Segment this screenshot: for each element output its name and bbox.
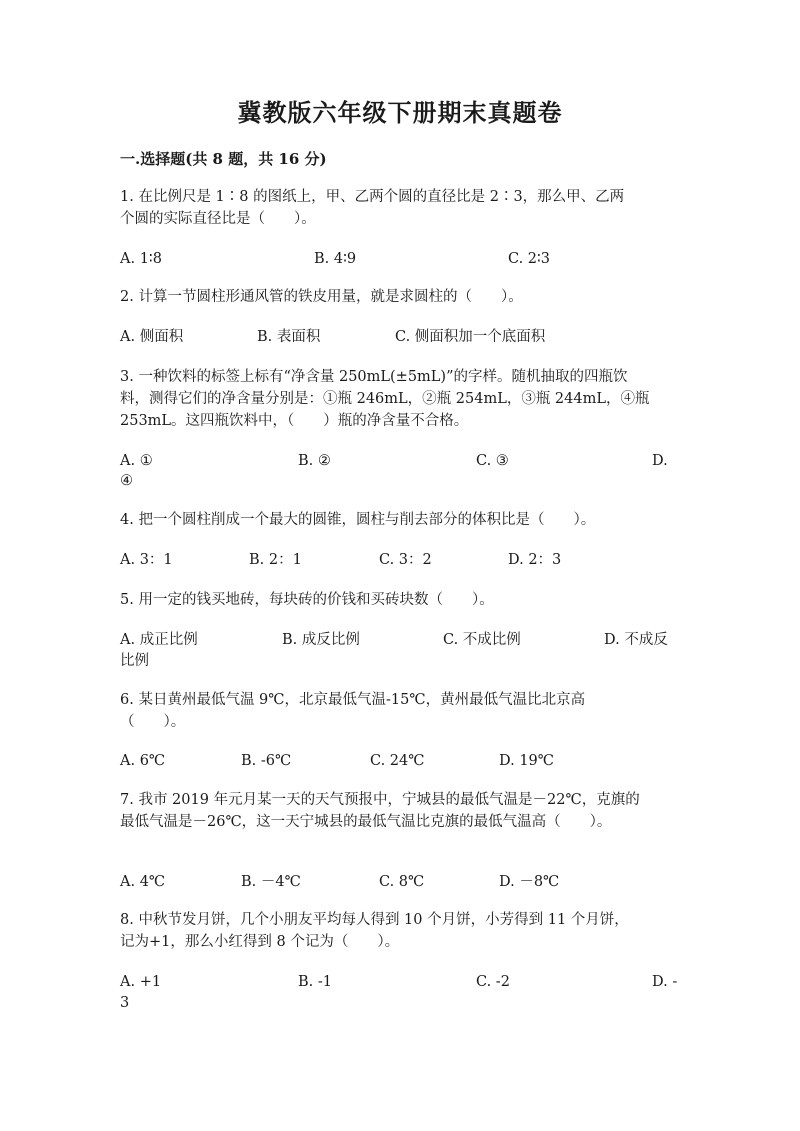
option-d: D. 19℃ xyxy=(499,753,554,769)
question-4 xyxy=(120,509,690,531)
question-text: 料，测得它们的净含量分别是：①瓶 246mL，②瓶 254mL，③瓶 244mL，④瓶 xyxy=(120,391,650,407)
option-b: B. 表面积 xyxy=(257,329,321,345)
question-text: 3. 一种饮料的标签上标有“净含量 250mL(±5mL)”的字样。随机抽取的四瓶饮 xyxy=(120,369,628,385)
option-b: B. -1 xyxy=(298,974,332,990)
option-b: B. 4∶9 xyxy=(314,251,357,267)
option-d-wrap: ④ xyxy=(120,473,133,489)
option-d: D. xyxy=(652,453,668,469)
question-3 xyxy=(120,366,690,432)
question-text: 8. 中秋节发月饼，几个小朋友平均每人得到 10 个月饼，小芳得到 11 个月饼， xyxy=(120,912,629,928)
option-d: D. 不成反 xyxy=(604,632,668,648)
option-a: A. 成正比例 xyxy=(120,632,198,648)
option-d: D. 2：3 xyxy=(508,552,562,568)
section-heading: 一.选择题(共 8 题，共 16 分) xyxy=(120,150,327,168)
question-6 xyxy=(120,689,690,733)
option-d-wrap: 3 xyxy=(120,995,130,1011)
option-d-wrap: 比例 xyxy=(120,653,149,669)
question-1 xyxy=(120,186,690,230)
option-d: D. －8℃ xyxy=(499,874,560,890)
option-c: C. 不成比例 xyxy=(443,632,521,648)
question-text: 253mL。这四瓶饮料中，（ ）瓶的净含量不合格。 xyxy=(120,413,469,429)
question-5 xyxy=(120,589,690,611)
question-8 xyxy=(120,909,690,953)
option-b: B. 成反比例 xyxy=(282,632,360,648)
question-text: 个圆的实际直径比是（ ）。 xyxy=(120,211,316,227)
question-text: 4. 把一个圆柱削成一个最大的圆锥，圆柱与削去部分的体积比是（ ）。 xyxy=(120,512,596,528)
question-text: 1. 在比例尺是 1∶8 的图纸上，甲、乙两个圆的直径比是 2∶3，那么甲、乙两 xyxy=(120,189,625,205)
option-d: D. - xyxy=(652,974,678,990)
option-b: B. -6℃ xyxy=(241,753,292,769)
option-c: C. 8℃ xyxy=(379,874,425,890)
option-a: A. 3：1 xyxy=(120,552,173,568)
option-a: A. +1 xyxy=(120,974,162,990)
question-2 xyxy=(120,286,690,308)
option-a: A. 侧面积 xyxy=(120,329,184,345)
question-text: 5. 用一定的钱买地砖，每块砖的价钱和买砖块数（ ）。 xyxy=(120,592,494,608)
option-c: C. 侧面积加一个底面积 xyxy=(395,329,546,345)
option-a: A. 4℃ xyxy=(120,874,166,890)
question-text: 7. 我市 2019 年元月某一天的天气预报中，宁城县的最低气温是－22℃，克旗的 xyxy=(120,792,640,808)
question-text: 记为+1，那么小红得到 8 个记为（ ）。 xyxy=(120,934,400,950)
option-b: B. ② xyxy=(298,453,331,469)
question-text: （ ）。 xyxy=(120,714,186,730)
question-text: 最低气温是－26℃，这一天宁城县的最低气温比克旗的最低气温高（ ）。 xyxy=(120,814,612,830)
option-c: C. ③ xyxy=(476,453,509,469)
option-c: C. 24℃ xyxy=(370,753,425,769)
question-text: 2. 计算一节圆柱形通风管的铁皮用量，就是求圆柱的（ ）。 xyxy=(120,289,523,305)
option-a: A. 1∶8 xyxy=(120,251,162,267)
question-7 xyxy=(120,789,690,833)
page-title: 冀教版六年级下册期末真题卷 xyxy=(237,98,563,127)
option-c: C. 3：2 xyxy=(379,552,432,568)
option-a: A. ① xyxy=(120,453,153,469)
option-c: C. 2∶3 xyxy=(508,251,551,267)
option-b: B. 2：1 xyxy=(249,552,302,568)
option-c: C. -2 xyxy=(476,974,510,990)
question-text: 6. 某日黄州最低气温 9℃，北京最低气温-15℃，黄州最低气温比北京高 xyxy=(120,692,586,708)
option-b: B. －4℃ xyxy=(241,874,301,890)
option-a: A. 6℃ xyxy=(120,753,166,769)
